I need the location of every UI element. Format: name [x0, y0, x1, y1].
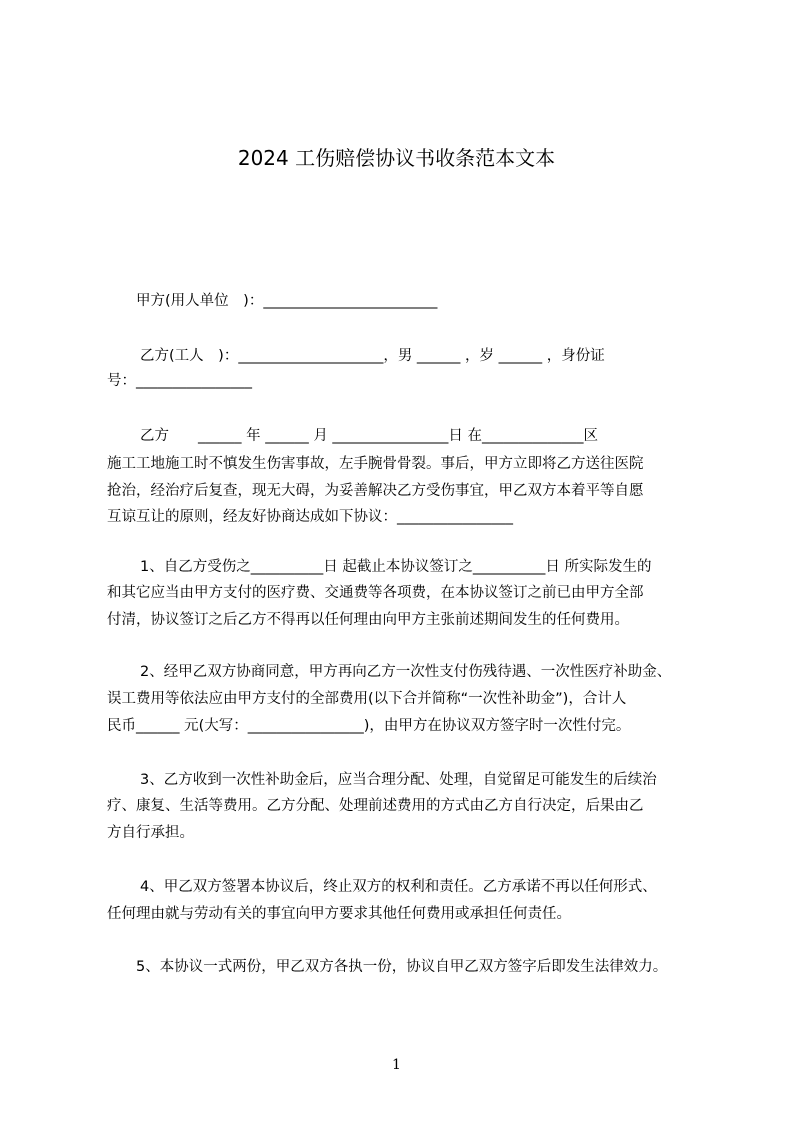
clause-4-line: 4、甲乙双方签署本协议后，终止双方的权利和责任。乙方承诺不再以任何形式、 — [140, 879, 657, 895]
clause-3-line: 方自行承担。 — [107, 825, 194, 841]
clause-2-line: 民币______ 元(大写：________________)，由甲方在协议双方签字时一次性付完。 — [107, 718, 631, 734]
party-a-line: 甲方(用人单位 )：________________________ — [136, 293, 438, 309]
clause-1-line: 1、自乙方受伤之__________日 起截止本协议签订之__________日 所实际发生的 — [140, 559, 652, 575]
clause-5-line: 5、本协议一式两份，甲乙双方各执一份，协议自甲乙双方签字后即发生法律效力。 — [136, 959, 668, 975]
clause-1-line: 和其它应当由甲方支付的医疗费、交通费等各项费，在本协议签订之前已由甲方全部 — [107, 585, 644, 601]
clause-2-line: 误工费用等依法应由甲方支付的全部费用(以下合并简称“一次性补助金”)，合计人 — [107, 691, 627, 707]
incident-line: 乙方 ______ 年 ______ 月 ________________日 在______________区 — [140, 428, 599, 444]
clause-3-line: 3、乙方收到一次性补助金后，应当合理分配、处理，自觉留足可能发生的后续治 — [140, 772, 657, 788]
party-b-line: 乙方(工人 )：____________________，男 ______ ，岁 ______ ，身份证 — [140, 348, 605, 364]
incident-line: 互谅互让的原则，经友好协商达成如下协议：________________ — [107, 509, 513, 525]
clause-3-line: 疗、康复、生活等费用。乙方分配、处理前述费用的方式由乙方自行决定，后果由乙 — [107, 798, 644, 814]
document-title: 2024 工伤赔偿协议书收条范本文本 — [237, 146, 556, 170]
clause-2-line: 2、经甲乙双方协商同意，甲方再向乙方一次性支付伤残待遇、一次性医疗补助金、 — [140, 664, 672, 680]
clause-4-line: 任何理由就与劳动有关的事宜向甲方要求其他任何费用或承担任何责任。 — [107, 906, 571, 922]
incident-line: 抢治，经治疗后复查，现无大碍，为妥善解决乙方受伤事宜，甲乙双方本着平等自愿 — [107, 483, 644, 499]
clause-1-line: 付清，协议签订之后乙方不得再以任何理由向甲方主张前述期间发生的任何费用。 — [107, 612, 629, 628]
incident-line: 施工工地施工时不慎发生伤害事故，左手腕骨骨裂。事后，甲方立即将乙方送往医院 — [107, 456, 644, 472]
party-b-id-line: 号：________________ — [107, 373, 252, 389]
page-number: 1 — [392, 1057, 401, 1073]
